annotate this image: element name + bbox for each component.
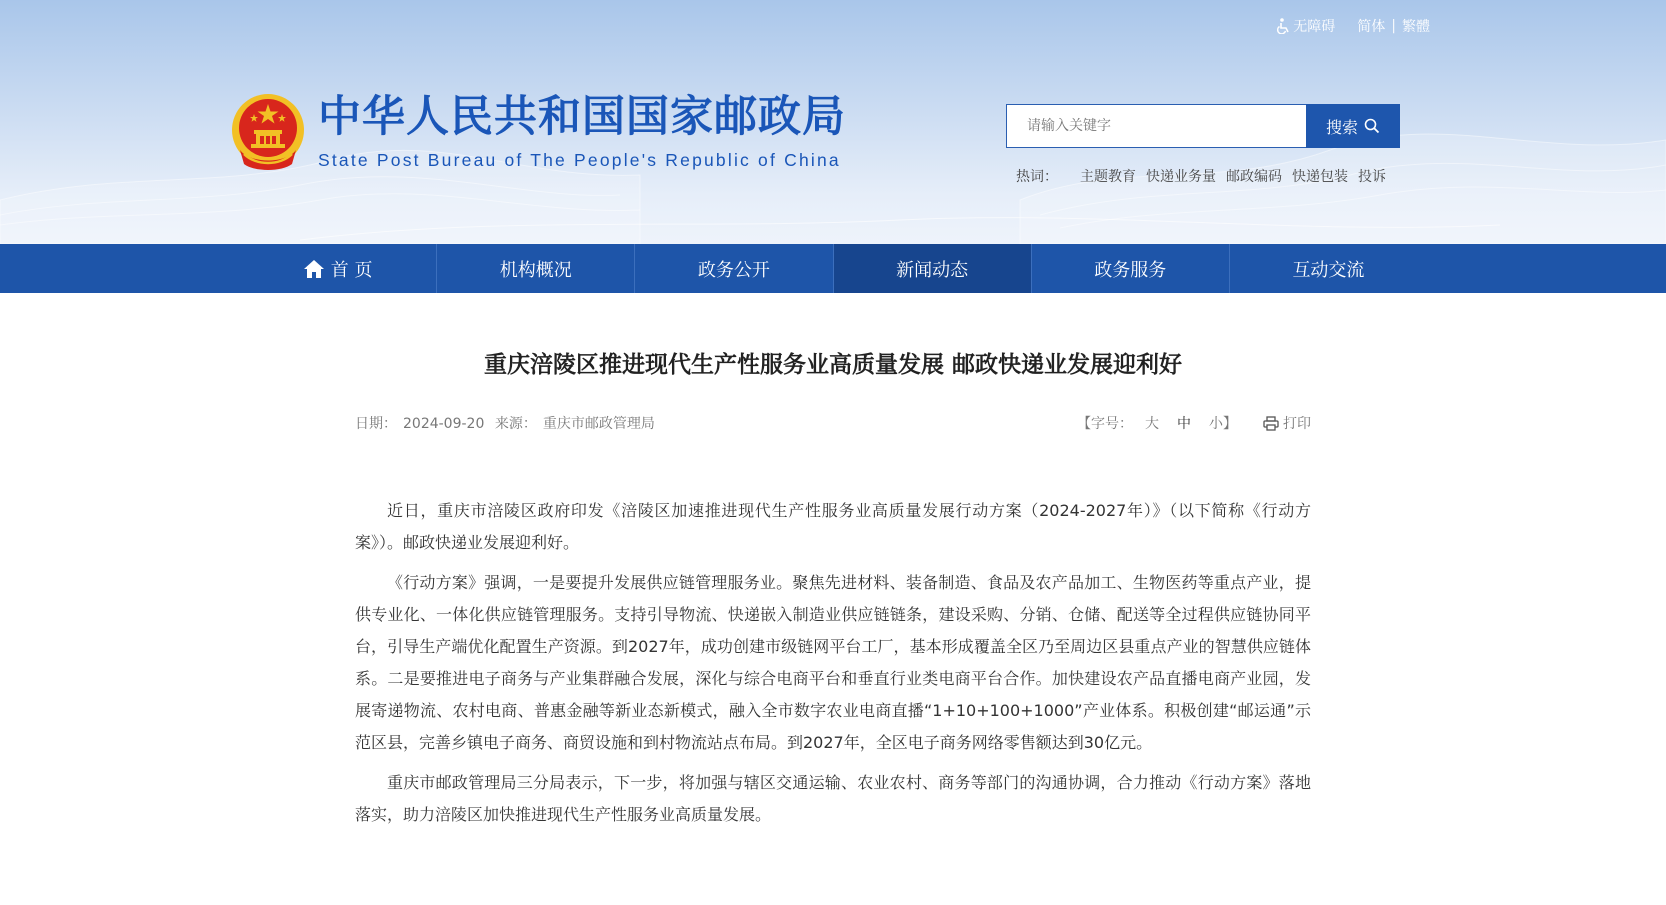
simplified-chinese-link[interactable]: 简体: [1357, 19, 1386, 35]
search-bar: [1006, 104, 1400, 148]
search-button[interactable]: [1306, 104, 1400, 148]
national-emblem-icon: [230, 92, 306, 174]
article-source: 重庆市邮政管理局: [542, 416, 655, 432]
nav-item-label: 机构概况: [499, 259, 572, 281]
nav-item-organization[interactable]: [437, 244, 635, 293]
site-logo[interactable]: [230, 92, 846, 174]
accessibility-link[interactable]: [1276, 16, 1335, 36]
top-links: [1276, 16, 1430, 36]
font-size-medium-button[interactable]: 中: [1177, 416, 1191, 432]
home-icon: [303, 259, 325, 279]
font-size-large-button[interactable]: 大: [1145, 416, 1159, 432]
article-content: [355, 495, 1311, 831]
nav-item-services[interactable]: [1032, 244, 1230, 293]
date-label: 日期：: [355, 416, 397, 432]
hotword-link[interactable]: 快递包装: [1292, 169, 1348, 185]
nav-item-government-affairs[interactable]: [635, 244, 833, 293]
article: [355, 349, 1311, 831]
hotword-link[interactable]: 邮政编码: [1226, 169, 1282, 185]
nav-item-label: 政务公开: [697, 259, 770, 281]
print-label: 打印: [1283, 416, 1311, 432]
printer-icon: [1263, 416, 1279, 431]
nav-item-label: 首 页: [330, 259, 373, 281]
search-button-label: 搜索: [1325, 117, 1358, 137]
nav-item-news[interactable]: [834, 244, 1032, 293]
accessibility-label: 无障碍: [1293, 19, 1336, 35]
hotword-link[interactable]: 投诉: [1358, 169, 1386, 185]
search-input[interactable]: [1006, 104, 1306, 148]
wheelchair-icon: [1276, 18, 1290, 34]
main-nav: [0, 244, 1666, 293]
nav-item-home[interactable]: [239, 244, 437, 293]
font-size-small-button[interactable]: 小】: [1209, 416, 1237, 432]
site-title-chinese: 中华人民共和国国家邮政局: [318, 92, 846, 142]
nav-item-label: 互动交流: [1292, 259, 1365, 281]
source-label: 来源：: [494, 416, 537, 432]
print-button[interactable]: [1263, 413, 1311, 433]
hotwords: [1016, 166, 1386, 186]
hotwords-label: 热词：: [1016, 169, 1058, 185]
font-size-label: 【字号：: [1077, 416, 1133, 432]
article-paragraph: 近日，重庆市涪陵区政府印发《涪陵区加速推进现代生产性服务业高质量发展行动方案（2024-2027年）》（以下简称《行动方案》）。邮政快递业发展迎利好。: [355, 501, 1311, 552]
hotword-link[interactable]: 主题教育: [1080, 169, 1136, 185]
nav-item-label: 新闻动态: [896, 259, 969, 281]
nav-item-label: 政务服务: [1094, 259, 1167, 281]
language-separator: |: [1391, 18, 1396, 34]
site-title-english: State Post Bureau of The People's Republic of China: [318, 150, 841, 170]
article-title: 重庆涪陵区推进现代生产性服务业高质量发展 邮政快递业发展迎利好: [483, 352, 1182, 378]
article-meta: [355, 413, 1311, 433]
article-date: 2024-09-20: [403, 416, 485, 432]
site-header: [0, 0, 1666, 244]
search-icon: [1364, 118, 1380, 134]
hotword-link[interactable]: 快递业务量: [1146, 169, 1216, 185]
article-paragraph: 《行动方案》强调，一是要提升发展供应链管理服务业。聚焦先进材料、装备制造、食品及农产品加工、生物医药等重点产业，提供专业化、一体化供应链管理服务。支持引导物流、快递嵌入制造业供应链链条，建设采购、分销、仓储、配送等全过程供应链协同平台，引导生产端优化配置生产资源。到2027年，成功创建市级链网平台工厂，基本形成覆盖全区乃至周边区县重点产业的智慧供应链体系。二是要推进电子商务与产业集群融合发展，深化与综合电商平台和垂直行业类电商平台合作。加快建设农产品直播电商产业园，发展寄递物流、农村电商、普惠金融等新业态新模式，融入全市数字农业电商直播“1+10+100+1000”产业体系。积极创建“邮运通”示范区县，完善乡镇电子商务、商贸设施和到村物流站点布局。到2027年，全区电子商务网络零售额达到30亿元。: [355, 573, 1311, 752]
article-paragraph: 重庆市邮政管理局三分局表示，下一步，将加强与辖区交通运输、农业农村、商务等部门的沟通协调，合力推动《行动方案》落地落实，助力涪陵区加快推进现代生产性服务业高质量发展。: [355, 773, 1311, 824]
traditional-chinese-link[interactable]: 繁體: [1402, 19, 1430, 35]
nav-item-interaction[interactable]: [1230, 244, 1427, 293]
